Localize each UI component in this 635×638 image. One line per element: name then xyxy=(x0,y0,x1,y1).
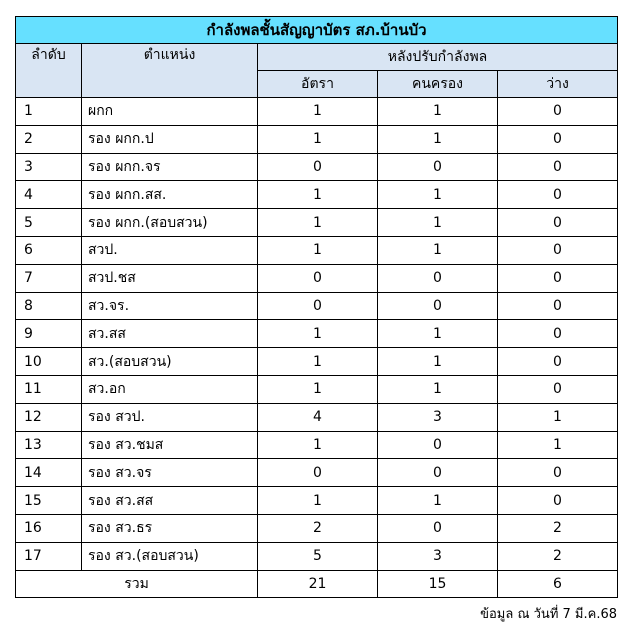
row-position: รอง ผกก.(สอบสวน) xyxy=(82,209,258,237)
row-number: 10 xyxy=(16,348,82,376)
row-position: รอง สว.ชมส xyxy=(82,431,258,459)
row-position: ผกก xyxy=(82,98,258,126)
row-number: 5 xyxy=(16,209,82,237)
row-rate: 0 xyxy=(258,264,378,292)
header-vacant: ว่าง xyxy=(498,71,618,98)
header-position: ตำแหน่ง xyxy=(82,44,258,98)
row-holding: 3 xyxy=(378,542,498,570)
total-holding: 15 xyxy=(378,570,498,597)
row-number: 7 xyxy=(16,264,82,292)
table-row xyxy=(16,403,618,431)
row-number: 1 xyxy=(16,98,82,126)
row-holding: 3 xyxy=(378,403,498,431)
row-vacant: 0 xyxy=(498,375,618,403)
row-vacant: 0 xyxy=(498,98,618,126)
table-row xyxy=(16,514,618,542)
row-holding: 1 xyxy=(378,348,498,376)
table-row xyxy=(16,153,618,181)
row-number: 2 xyxy=(16,125,82,153)
row-rate: 1 xyxy=(258,98,378,126)
row-holding: 1 xyxy=(378,320,498,348)
row-vacant: 0 xyxy=(498,459,618,487)
row-holding: 0 xyxy=(378,292,498,320)
row-vacant: 0 xyxy=(498,181,618,209)
row-position: สวป. xyxy=(82,236,258,264)
row-holding: 0 xyxy=(378,431,498,459)
total-rate: 21 xyxy=(258,570,378,597)
row-rate: 1 xyxy=(258,348,378,376)
row-number: 16 xyxy=(16,514,82,542)
row-position: รอง สว.(สอบสวน) xyxy=(82,542,258,570)
row-holding: 0 xyxy=(378,514,498,542)
row-vacant: 0 xyxy=(498,348,618,376)
row-vacant: 0 xyxy=(498,487,618,515)
table-row xyxy=(16,487,618,515)
row-holding: 0 xyxy=(378,264,498,292)
row-holding: 1 xyxy=(378,375,498,403)
total-label: รวม xyxy=(16,570,258,597)
row-rate: 4 xyxy=(258,403,378,431)
row-position: สวป.ชส xyxy=(82,264,258,292)
row-vacant: 1 xyxy=(498,431,618,459)
row-vacant: 0 xyxy=(498,125,618,153)
row-rate: 1 xyxy=(258,125,378,153)
table-row xyxy=(16,542,618,570)
row-vacant: 0 xyxy=(498,209,618,237)
header-group: หลังปรับกำลังพล xyxy=(258,44,618,71)
row-rate: 1 xyxy=(258,320,378,348)
table-row xyxy=(16,181,618,209)
row-number: 15 xyxy=(16,487,82,515)
row-holding: 1 xyxy=(378,125,498,153)
row-number: 3 xyxy=(16,153,82,181)
total-vacant: 6 xyxy=(498,570,618,597)
row-number: 17 xyxy=(16,542,82,570)
row-position: สว.สส xyxy=(82,320,258,348)
row-rate: 2 xyxy=(258,514,378,542)
row-holding: 1 xyxy=(378,487,498,515)
row-position: รอง ผกก.ป xyxy=(82,125,258,153)
row-rate: 5 xyxy=(258,542,378,570)
total-row xyxy=(16,570,618,597)
row-position: รอง สว.สส xyxy=(82,487,258,515)
row-vacant: 0 xyxy=(498,292,618,320)
row-vacant: 0 xyxy=(498,264,618,292)
table-title: กำลังพลชั้นสัญญาบัตร สภ.บ้านบัว xyxy=(16,17,618,44)
row-position: รอง สว.ธร xyxy=(82,514,258,542)
table-row xyxy=(16,209,618,237)
row-rate: 1 xyxy=(258,181,378,209)
table-row xyxy=(16,375,618,403)
row-rate: 0 xyxy=(258,459,378,487)
row-number: 11 xyxy=(16,375,82,403)
row-number: 8 xyxy=(16,292,82,320)
row-holding: 1 xyxy=(378,98,498,126)
table-row xyxy=(16,98,618,126)
row-position: รอง สว.จร xyxy=(82,459,258,487)
row-vacant: 2 xyxy=(498,514,618,542)
row-rate: 1 xyxy=(258,236,378,264)
row-position: สว.จร. xyxy=(82,292,258,320)
row-position: รอง สวป. xyxy=(82,403,258,431)
data-date-note: ข้อมูล ณ วันที่ 7 มี.ค.68 xyxy=(480,607,617,622)
row-rate: 1 xyxy=(258,375,378,403)
row-number: 13 xyxy=(16,431,82,459)
personnel-table xyxy=(15,16,618,598)
row-vacant: 1 xyxy=(498,403,618,431)
row-number: 14 xyxy=(16,459,82,487)
table-row xyxy=(16,264,618,292)
row-holding: 1 xyxy=(378,181,498,209)
table-row xyxy=(16,348,618,376)
row-number: 12 xyxy=(16,403,82,431)
table-row xyxy=(16,292,618,320)
row-rate: 1 xyxy=(258,209,378,237)
header-rate: อัตรา xyxy=(258,71,378,98)
table-row xyxy=(16,320,618,348)
table-row xyxy=(16,459,618,487)
row-rate: 1 xyxy=(258,431,378,459)
row-position: รอง ผกก.จร xyxy=(82,153,258,181)
table-row xyxy=(16,125,618,153)
row-position: สว.อก xyxy=(82,375,258,403)
row-vacant: 0 xyxy=(498,236,618,264)
row-rate: 0 xyxy=(258,153,378,181)
table-row xyxy=(16,236,618,264)
row-number: 6 xyxy=(16,236,82,264)
row-vacant: 2 xyxy=(498,542,618,570)
row-position: รอง ผกก.สส. xyxy=(82,181,258,209)
row-position: สว.(สอบสวน) xyxy=(82,348,258,376)
row-holding: 0 xyxy=(378,459,498,487)
row-rate: 0 xyxy=(258,292,378,320)
row-number: 4 xyxy=(16,181,82,209)
row-number: 9 xyxy=(16,320,82,348)
row-vacant: 0 xyxy=(498,320,618,348)
row-rate: 1 xyxy=(258,487,378,515)
table-row xyxy=(16,431,618,459)
row-holding: 1 xyxy=(378,236,498,264)
header-no: ลำดับ xyxy=(16,44,82,98)
row-vacant: 0 xyxy=(498,153,618,181)
row-holding: 1 xyxy=(378,209,498,237)
header-holding: คนครอง xyxy=(378,71,498,98)
row-holding: 0 xyxy=(378,153,498,181)
